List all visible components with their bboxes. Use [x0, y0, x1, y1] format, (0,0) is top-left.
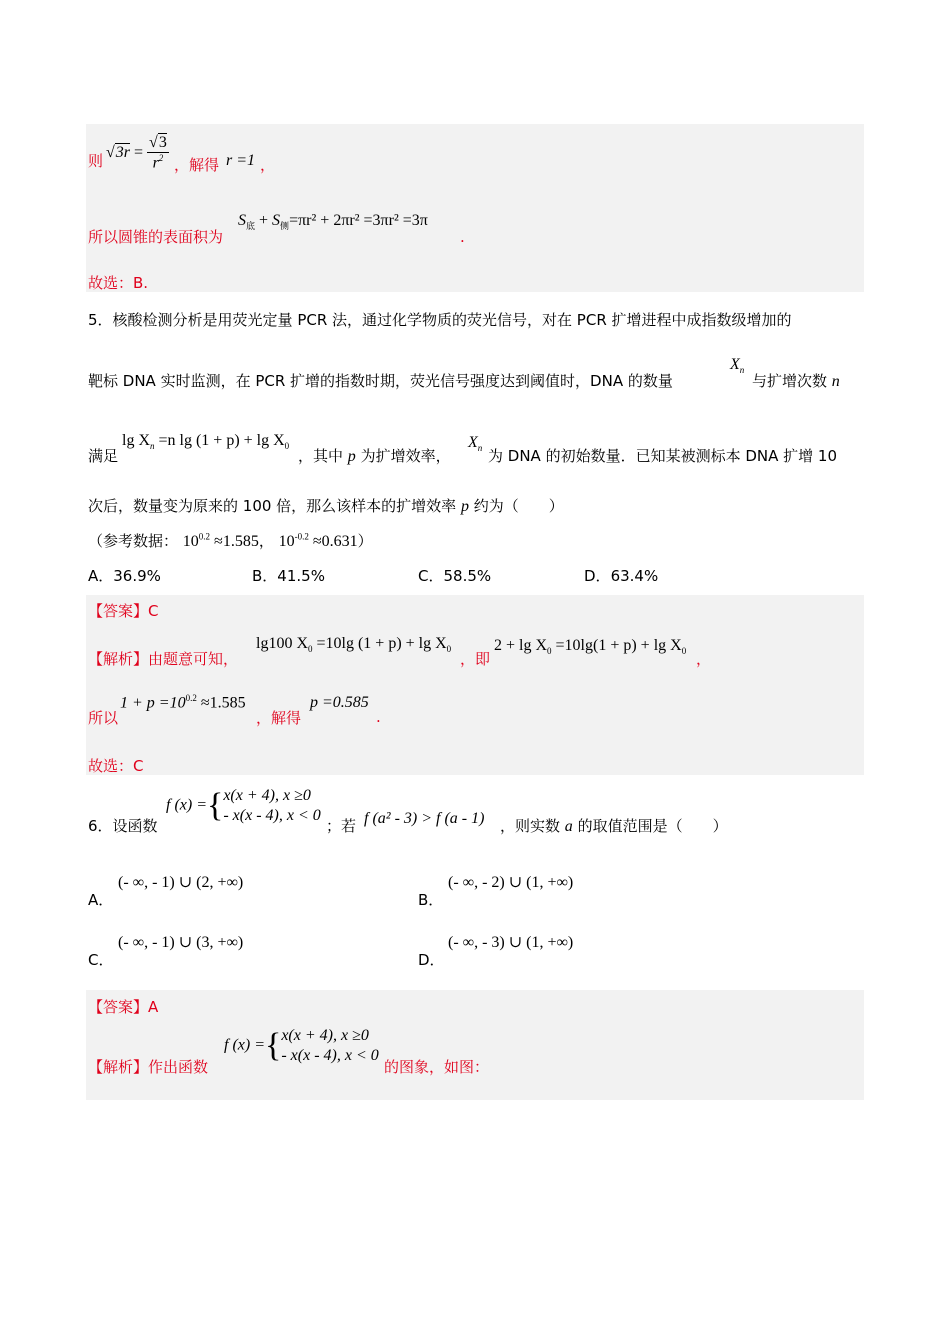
case-1: x(x + 4), x ≥0: [223, 787, 311, 804]
q5-line4: [88, 495, 564, 516]
q5-eq1: lg100 $X_0 =10\lg$ $(1 + p) + \lg X_0$: [256, 635, 452, 655]
ref1-val: ≈1.585: [214, 533, 259, 550]
q5-line2b: [752, 370, 840, 391]
q5-analysis-b: ，即: [460, 650, 491, 668]
ref2-val: ≈0.631: [312, 533, 358, 550]
option-value: (- ∞, - 1) ∪ (3, +∞): [118, 934, 244, 951]
xn-symbol: X: [730, 356, 740, 373]
q5-line2b-text: 与扩增次数: [752, 372, 828, 390]
ref2-exp: -0.2: [294, 531, 309, 542]
q6-stem-c: [500, 815, 728, 836]
q5-option-d[interactable]: [584, 565, 658, 586]
q5-option-c[interactable]: [418, 565, 491, 586]
q4-eq-surface: $S_底 + S_侧=\pi r^2 + 2\pi r^2 =3\pi r^2 =3\pi$: [238, 212, 428, 232]
q4-solution-box: [86, 124, 864, 292]
ref1-exp: 0.2: [198, 531, 211, 542]
case-1: x(x + 4), x ≥0: [281, 1027, 369, 1044]
q5-line3d: 为 DNA 的初始数量．已知某被测标本 DNA 扩增 10: [488, 447, 837, 465]
ref-sep: ，: [258, 532, 274, 550]
ref1-base: 10: [182, 533, 199, 550]
q6-stem-b: ；若: [326, 817, 357, 835]
option-label: A．: [88, 567, 114, 585]
q6-analysis-b: 的图象，如图：: [384, 1058, 490, 1076]
q5-analysis2-a: 所以: [88, 709, 119, 727]
answer-value: A: [148, 998, 159, 1016]
q5-analysis2-b: ，解得: [256, 709, 302, 727]
surface-formula: =πr² + 2πr² =3πr² =3π: [289, 212, 428, 229]
answer-value: C: [148, 602, 159, 620]
eq3-val: ≈1.585: [196, 694, 246, 712]
q6-stem-a-text: 设函数: [112, 817, 158, 835]
q5-number: 5．: [88, 311, 113, 329]
eq2-mid: =10lg(1 + p) + lg X: [551, 637, 682, 654]
q6-inequality: f (a² - 3) > f (a - 1): [364, 810, 485, 827]
analysis-tag: 【解析】: [88, 1058, 149, 1076]
eq1-mid: =10lg (1 + p) + lg X: [312, 635, 447, 652]
q5-reference: [88, 530, 373, 551]
q5-line1: [88, 309, 792, 330]
option-label: B．: [418, 891, 444, 909]
left-brace: {: [207, 787, 224, 824]
lg-formula-mid: =n lg (1 + p) + lg X: [154, 432, 285, 449]
q5-var-p: p: [347, 448, 356, 465]
option-label: A．: [88, 891, 114, 909]
q5-analysis-line1: [88, 648, 238, 669]
q6-var-a: a: [564, 818, 573, 835]
ref-close: ）: [357, 532, 373, 550]
q5-solution-box: [86, 595, 864, 775]
q4-eq-r1: r =1: [226, 152, 256, 169]
q5-line4a-text: 次后，数量变为原来的 100 倍，那么该样本的扩增效率: [88, 497, 457, 515]
analysis-text-a: 作出函数: [148, 1058, 209, 1076]
q5-option-a[interactable]: [88, 565, 161, 586]
q4-line2-end: .: [460, 228, 465, 246]
lg-xn: lg X: [122, 432, 150, 449]
answer-tag: 【答案】: [88, 602, 149, 620]
q5-option-b[interactable]: [252, 565, 325, 586]
ref-open: （参考数据：: [88, 532, 179, 550]
q5-eq3: [120, 693, 246, 712]
q5-line3b-text: ，其中: [298, 447, 344, 465]
answer-tag: 【答案】: [88, 998, 149, 1016]
q4-conclusion: 故选：B.: [88, 274, 149, 292]
q5-var-n: n: [831, 373, 840, 390]
option-value: (- ∞, - 1) ∪ (2, +∞): [118, 874, 244, 891]
q5-conclusion: 故选：C: [88, 757, 144, 775]
option-value: (- ∞, - 2) ∪ (1, +∞): [448, 874, 574, 891]
q6-stem-c-text: ，则实数: [500, 817, 561, 835]
option-value: (- ∞, - 3) ∪ (1, +∞): [448, 934, 574, 951]
left-brace: {: [265, 1027, 282, 1064]
q5-answer: [88, 600, 159, 621]
q5-line2a: 靶标 DNA 实时监测，在 PCR 扩增的指数时期，荧光信号强度达到阈值时，DNA 的数量: [88, 372, 673, 390]
option-value: 36.9%: [113, 567, 161, 585]
q5-line3a: 满足: [88, 447, 119, 465]
q6-stem-a: [88, 815, 158, 836]
q6-answer: [88, 996, 158, 1017]
option-value: 63.4%: [610, 567, 659, 585]
option-label: D．: [418, 951, 445, 969]
eq2-a: 2 + lg X: [494, 637, 548, 654]
q5-line3c-text: 为扩增效率，: [360, 447, 451, 465]
option-label: C．: [418, 567, 444, 585]
option-value: 58.5%: [443, 567, 492, 585]
q5-analysis-c: ，: [696, 650, 712, 668]
q6-solution-box: [86, 990, 864, 1100]
q5-eq2: $2 + \lg X_0 =10\lg(1 + p) + \lg X_0$: [494, 637, 687, 657]
q5-xn-2: $X_n$: [468, 434, 483, 454]
q6-piecewise: [166, 786, 321, 826]
q4-line1-end: ，: [260, 156, 276, 174]
q6-analysis-piecewise: [224, 1026, 379, 1066]
analysis-tag: 【解析】: [88, 650, 149, 668]
q6-analysis-a: [88, 1056, 208, 1077]
case-2: - x(x - 4), x < 0: [281, 1047, 379, 1064]
q4-line1: [88, 150, 103, 171]
q5-line4b-text: 约为（ ）: [473, 497, 564, 515]
q5-lg-formula: $\lg X_n =n$ $\lg (1 + p) + \lg X_0$: [122, 432, 290, 452]
option-value: 41.5%: [277, 567, 325, 585]
option-label: C．: [88, 951, 114, 969]
q6-number: 6．: [88, 817, 113, 835]
q6-stem-d-text: 的取值范围是（ ）: [577, 817, 728, 835]
eq1-a: lg100 X: [256, 635, 308, 652]
q5-var-p2: p: [460, 498, 469, 515]
analysis-text-a: 由题意可知，: [148, 650, 239, 668]
fx-lhs: f (x) =: [224, 1036, 265, 1054]
text-ze: 则: [88, 152, 104, 170]
case-2: - x(x - 4), x < 0: [223, 807, 321, 824]
q4-eq-sqrt3r: √3r = $\frac{√3}{r^2}$: [106, 134, 167, 172]
eq3-exp: 0.2: [185, 693, 197, 703]
sqrt3-num: 3: [158, 134, 167, 151]
q4-solve-text: ，解得: [174, 156, 220, 174]
option-label: D．: [584, 567, 611, 585]
option-label: B．: [252, 567, 278, 585]
q4-line2-text: 所以圆锥的表面积为: [88, 228, 224, 246]
q5-xn-1: $X_n$: [730, 356, 745, 376]
q5-analysis2-c: .: [376, 708, 381, 726]
fx-lhs: f (x) =: [166, 796, 207, 814]
q5-line1-text: 核酸检测分析是用荧光定量 PCR 法，通过化学物质的荧光信号，对在 PCR 扩增进程中成指数级增加的: [112, 311, 792, 329]
ref2-base: 10: [278, 533, 295, 550]
q5-line3b: [298, 445, 451, 466]
q5-eq4: p =0.585: [310, 694, 369, 711]
eq3-a: 1 + p =10: [120, 694, 186, 712]
